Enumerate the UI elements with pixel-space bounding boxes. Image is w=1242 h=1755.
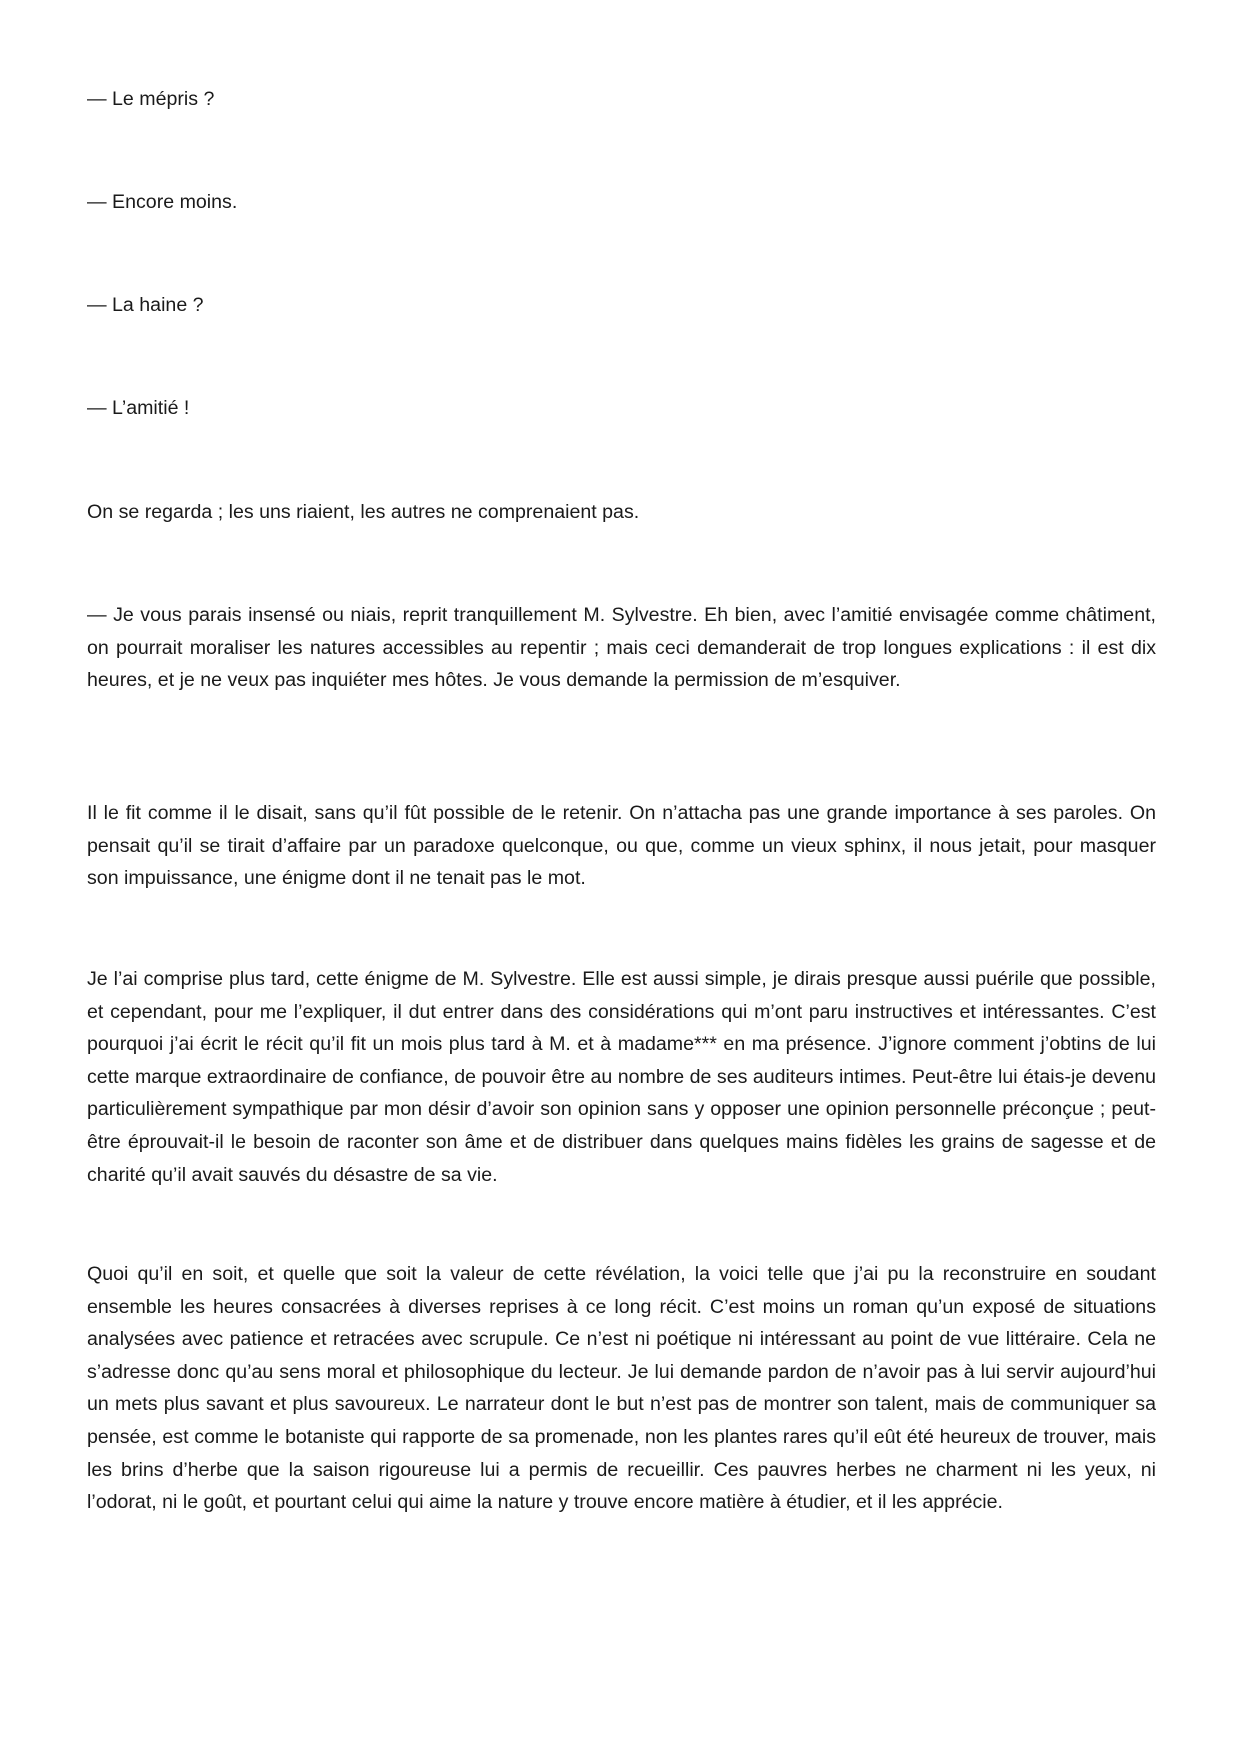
paragraph-sylvestre-reply: — Je vous parais insensé ou niais, reprit tranquillement M. Sylvestre. Eh bien, avec l’amitié envisagée comme châtiment, on pourrait moraliser les natures accessibles au repentir ; mais ceci demanderait de trop longues explications : il est dix heures, et je ne veux pas inquiéter mes hôtes. Je vous demande la permission de m’esquiver.	[87, 604, 1156, 692]
paragraph-il-le-fit: Il le fit comme il le disait, sans qu’il fût possible de le retenir. On n’attacha pas une grande importance à ses paroles. On pensait qu’il se tirait d’affaire par un paradoxe quelconque, ou que, comme un vieux sphinx, il nous jetait, pour masquer son impuissance, une énigme dont il ne tenait pas le mot.	[87, 802, 1156, 890]
paragraph-le-mepris: — Le mépris ?	[87, 88, 215, 110]
paragraph-la-haine: — La haine ?	[87, 294, 204, 316]
paragraph-l-amitie: — L’amitié !	[87, 397, 190, 419]
paragraph-enigme: Je l’ai comprise plus tard, cette énigme de M. Sylvestre. Elle est aussi simple, je dirais presque aussi puérile que possible, et cependant, pour me l’expliquer, il dut entrer dans des considérations qui m’ont paru instructives et intéressantes. C’est pourquoi j’ai écrit le récit qu’il fit un mois plus tard à M. et à madame*** en ma présence. J’ignore comment j’obtins de lui cette marque extraordinaire de confiance, de pouvoir être au nombre de ses auditeurs intimes. Peut-être lui étais-je devenu particulièrement sympathique par mon désir d’avoir son opinion sans y opposer une opinion personnelle préconçue ; peut-être éprouvait-il le besoin de raconter son âme et de distribuer dans quelques mains fidèles les grains de sagesse et de charité qu’il avait sauvés du désastre de sa vie.	[87, 968, 1156, 1186]
paragraph-on-se-regarda: On se regarda ; les uns riaient, les autres ne comprenaient pas.	[87, 501, 640, 523]
paragraph-encore-moins: — Encore moins.	[87, 191, 238, 213]
paragraph-quoi-qu-il-en-soit: Quoi qu’il en soit, et quelle que soit la valeur de cette révélation, la voici telle que j’ai pu la reconstruire en soudant ensemble les heures consacrées à diverses reprises à ce long récit. C’est moins un roman qu’un exposé de situations analysées avec patience et retracées avec scrupule. Ce n’est ni poétique ni intéressant au point de vue littéraire. Cela ne s’adresse donc qu’au sens moral et philosophique du lecteur. Je lui demande pardon de n’avoir pas à lui servir aujourd’hui un mets plus savant et plus savoureux. Le narrateur dont le but n’est pas de montrer son talent, mais de communiquer sa pensée, est comme le botaniste qui rapporte de sa promenade, non les plantes rares qu’il eût été heureux de trouver, mais les brins d’herbe que la saison rigoureuse lui a permis de recueillir. Ces pauvres herbes ne charment ni les yeux, ni l’odorat, ni le goût, et pourtant celui qui aime la nature y trouve encore matière à étudier, et il les apprécie.	[87, 1263, 1156, 1514]
